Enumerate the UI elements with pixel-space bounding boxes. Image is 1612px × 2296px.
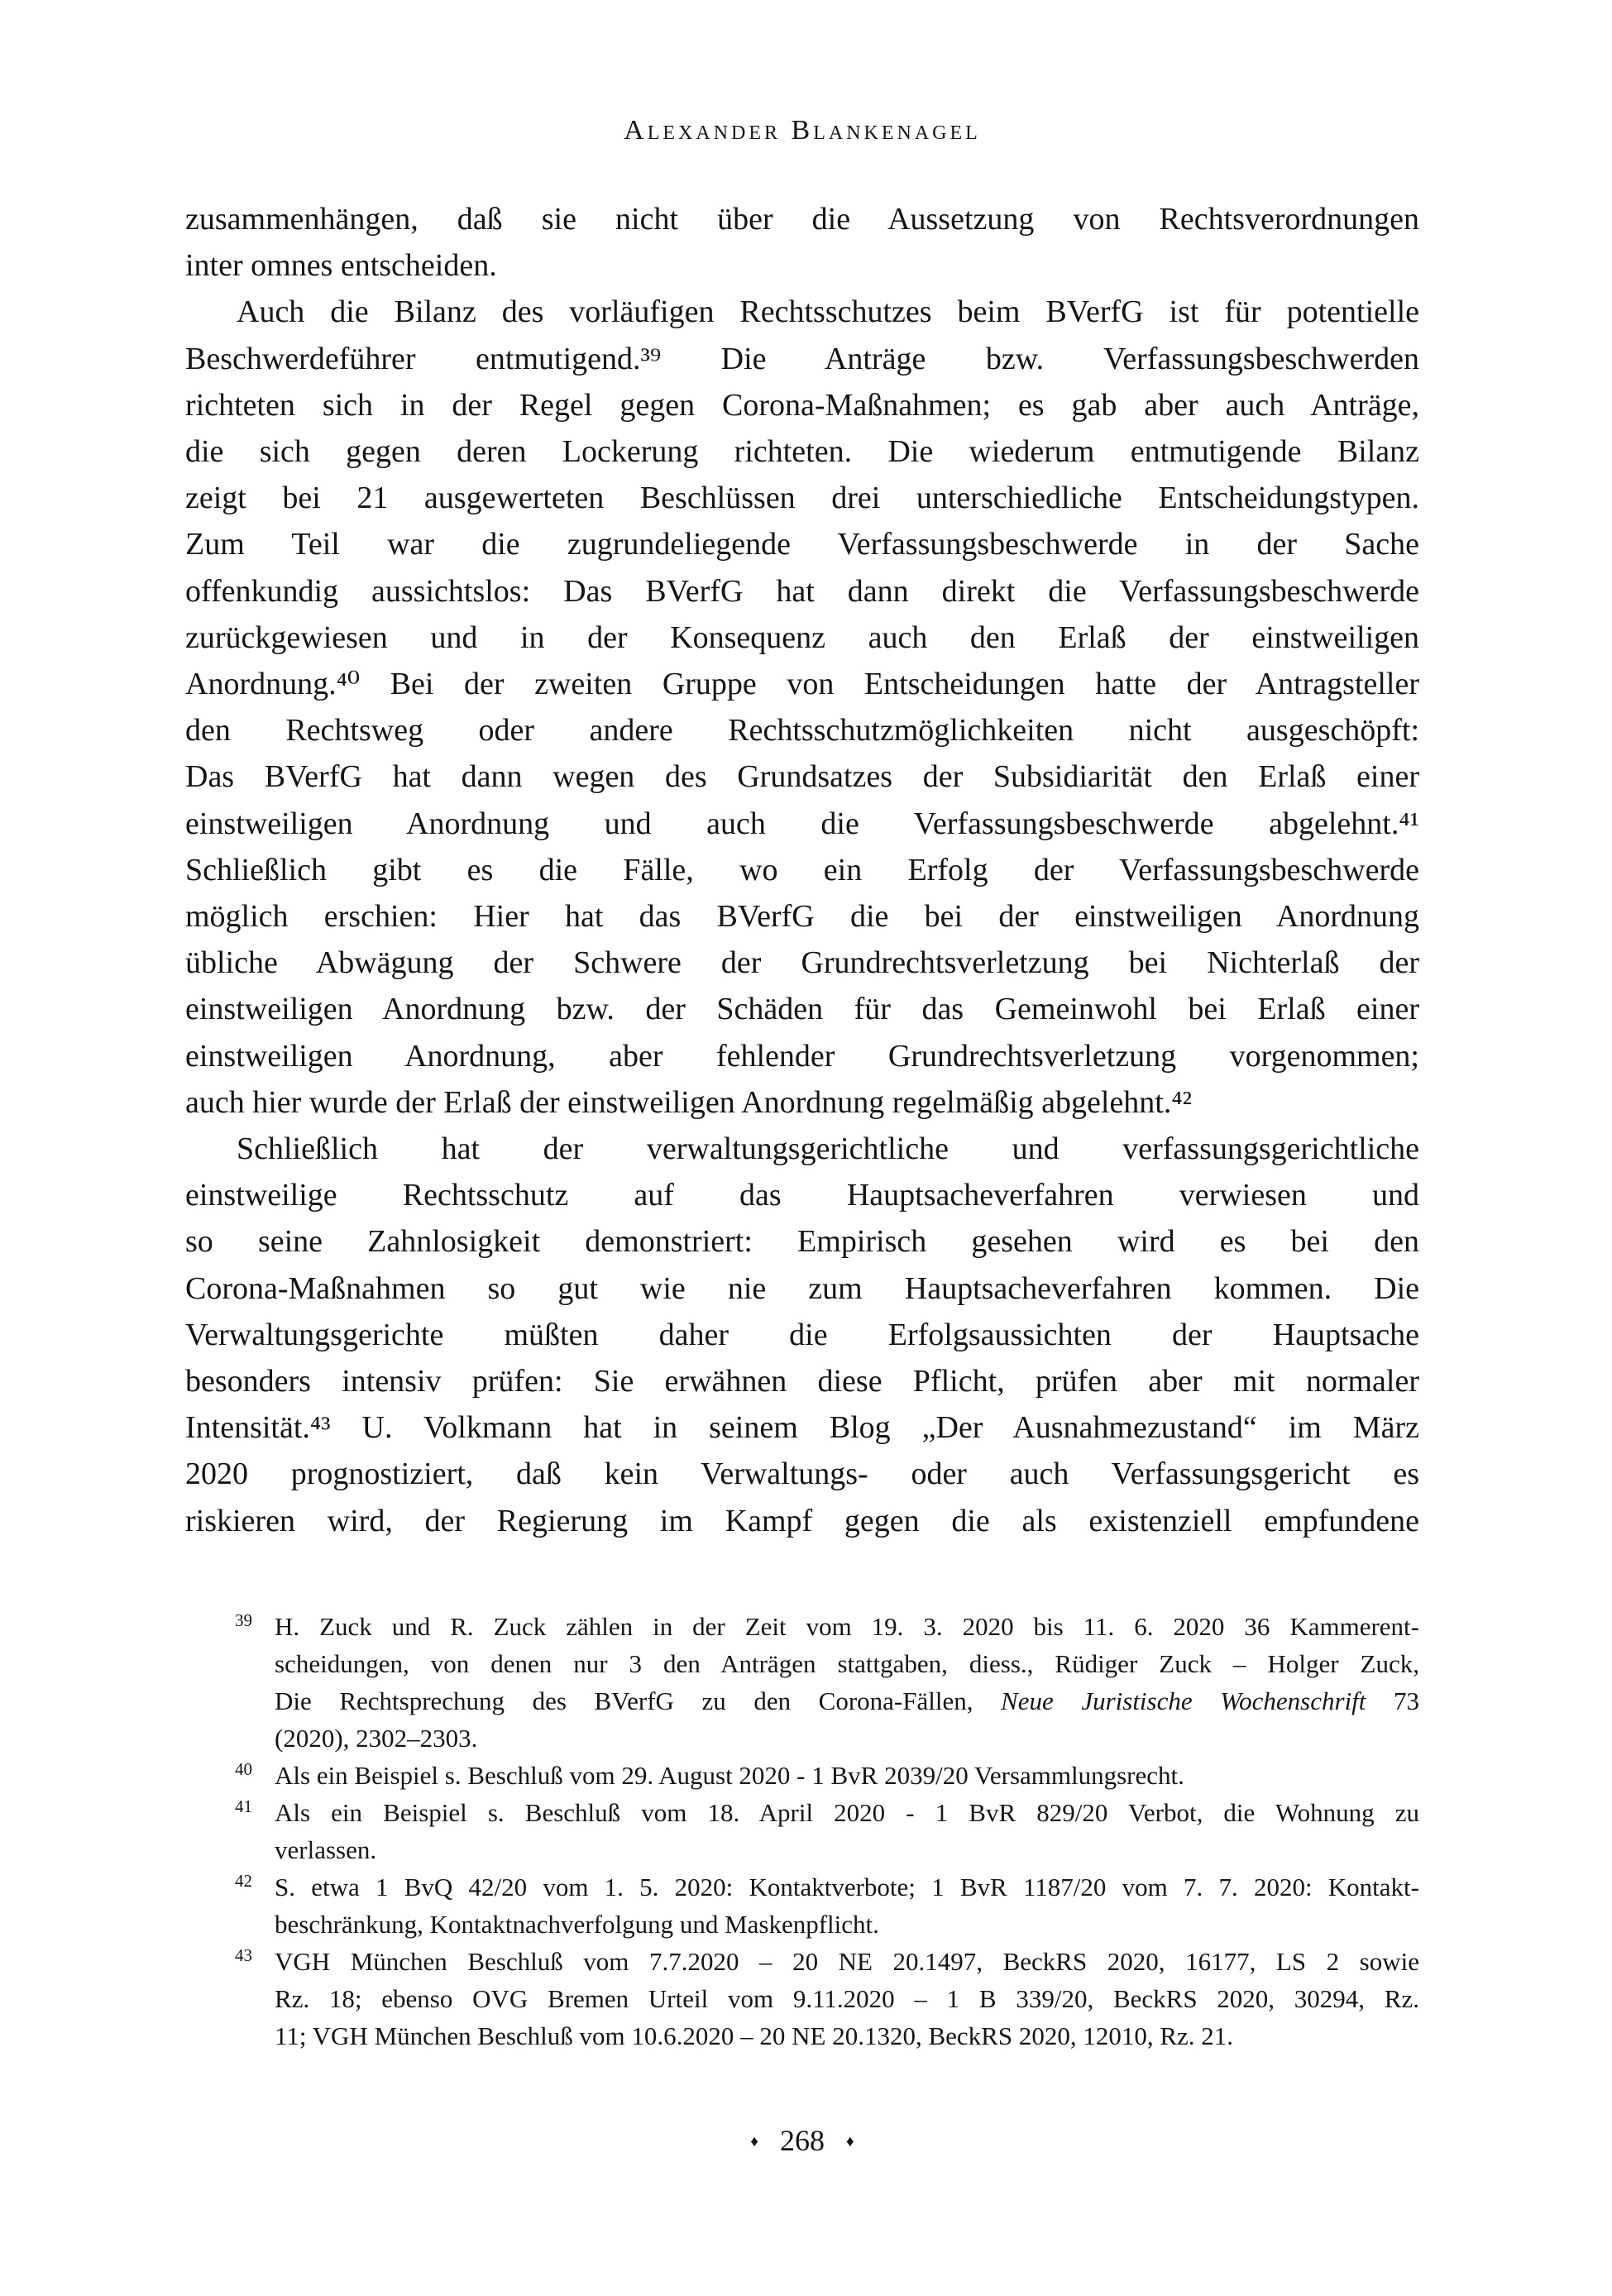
body-line: offenkundig aussichtslos: Das BVerfG hat dann direkt die Verfassungsbeschwerde <box>185 573 1419 609</box>
body-line: Das BVerfG hat dann wegen des Grundsatzes der Subsidiarität den Erlaß einer <box>185 759 1419 795</box>
footnote-line <box>275 1906 1419 1943</box>
body-line: Corona-Maßnahmen so gut wie nie zum Hauptsacheverfahren kommen. Die <box>185 1270 1419 1306</box>
footnote-text: S. etwa 1 BvQ 42/20 vom 1. 5. 2020: Kontaktverbote; 1 BvR 1187/20 vom 7. 7. 2020: Kontakt- <box>275 1873 1419 1901</box>
body-line: Schließlich gibt es die Fälle, wo ein Erfolg der Verfassungsbeschwerde <box>185 852 1419 887</box>
footnote-line <box>275 1943 1419 1980</box>
footnote <box>185 1794 1419 1868</box>
footnote-text: Als ein Beispiel s. Beschluß vom 18. April 2020 - 1 BvR 829/20 Verbot, die Wohnung zu <box>275 1798 1419 1827</box>
footnote-text: (2020), 2302–2303. <box>275 1724 478 1753</box>
body-line: auch hier wurde der Erlaß der einstweiligen Anordnung regelmäßig abgelehnt.⁴² <box>185 1084 1193 1120</box>
body-line: zusammenhängen, daß sie nicht über die Aussetzung von Rechtsverordnungen <box>185 202 1419 237</box>
footnote-line <box>275 1720 1419 1757</box>
body-line: Intensität.⁴³ U. Volkmann hat in seinem Blog „Der Ausnahmezustand“ im März <box>185 1410 1419 1446</box>
body-line: zeigt bei 21 ausgewerteten Beschlüssen drei unterschiedliche Entscheidungstypen. <box>185 481 1419 516</box>
footnote-italic-text: Neue Juristische Wochenschrift <box>1001 1686 1366 1715</box>
footnote-text: verlassen. <box>275 1835 377 1864</box>
footnotes <box>185 1608 1419 2054</box>
footnote-line <box>275 1794 1419 1831</box>
body-line: einstweilige Rechtsschutz auf das Hauptsacheverfahren verwiesen und <box>185 1178 1419 1213</box>
footnote-line <box>275 1831 1419 1868</box>
footnote-text: Als ein Beispiel s. Beschluß vom 29. August 2020 - 1 BvR 2039/20 Versammlungsrecht. <box>275 1761 1184 1790</box>
body-line: möglich erschien: Hier hat das BVerfG die bei der einstweiligen Anordnung <box>185 899 1419 935</box>
footnote-text: scheidungen, von denen nur 3 den Anträgen stattgaben, diess., Rüdiger Zuck – Holger Zuck, <box>275 1649 1419 1678</box>
footnote-number: 40 <box>235 1759 252 1779</box>
footnote <box>185 1608 1419 1757</box>
body-line: zurückgewiesen und in der Konsequenz auch den Erlaß der einstweiligen <box>185 619 1419 655</box>
footnote-number: 42 <box>235 1871 252 1891</box>
body-line: die sich gegen deren Lockerung richteten. Die wiederum entmutigende Bilanz <box>185 434 1419 470</box>
footnote-line <box>275 1645 1419 1682</box>
footnote-line <box>275 1608 1419 1645</box>
footnote <box>185 1757 1419 1794</box>
body-line: einstweiligen Anordnung bzw. der Schäden für das Gemeinwohl bei Erlaß einer <box>185 992 1419 1027</box>
footnote-line <box>275 1757 1419 1794</box>
body-line: Anordnung.⁴⁰ Bei der zweiten Gruppe von Entscheidungen hatte der Antragsteller <box>185 667 1419 702</box>
footnote-text: Die Rechtsprechung des BVerfG zu den Corona-Fällen, <box>275 1686 1002 1715</box>
page-number: 268 <box>780 2124 825 2157</box>
footnote-text: beschränkung, Kontaktnachverfolgung und Maskenpflicht. <box>275 1910 879 1939</box>
body-line: Zum Teil war die zugrundeliegende Verfassungsbeschwerde in der Sache <box>185 527 1419 562</box>
body-line: Verwaltungsgerichte müßten daher die Erfolgsaussichten der Hauptsache <box>185 1317 1419 1352</box>
footnote-text: H. Zuck und R. Zuck zählen in der Zeit vom 19. 3. 2020 bis 11. 6. 2020 36 Kammerent- <box>275 1612 1419 1641</box>
footnote-line <box>275 2017 1419 2054</box>
body-text <box>185 196 1419 1544</box>
footnote-number: 41 <box>235 1796 252 1816</box>
body-line: Schließlich hat der verwaltungsgerichtliche und verfassungsgerichtliche <box>237 1131 1419 1167</box>
body-line: so seine Zahnlosigkeit demonstriert: Empirisch gesehen wird es bei den <box>185 1224 1419 1260</box>
footnote <box>185 1868 1419 1943</box>
running-header-author: Alexander Blankenagel <box>624 115 981 146</box>
diamond-ornament: ♦ <box>846 2133 854 2150</box>
footnote-line <box>275 1868 1419 1906</box>
paragraph <box>185 1126 1419 1544</box>
footnote-line <box>275 1682 1419 1720</box>
footnote-number: 39 <box>235 1610 252 1630</box>
paragraph <box>185 289 1419 1126</box>
footnote-text: Rz. 18; ebenso OVG Bremen Urteil vom 9.11.2020 – 1 B 339/20, BeckRS 2020, 30294, Rz. <box>275 1984 1419 2013</box>
page-number-row <box>185 2123 1419 2158</box>
footnote-number: 43 <box>235 1945 252 1965</box>
footnote-text: 11; VGH München Beschluß vom 10.6.2020 – 20 NE 20.1320, BeckRS 2020, 12010, Rz. 21. <box>275 2021 1234 2050</box>
body-line: übliche Abwägung der Schwere der Grundrechtsverletzung bei Nichterlaß der <box>185 945 1419 981</box>
paragraph <box>185 196 1419 289</box>
body-line: einstweiligen Anordnung, aber fehlender Grundrechtsverletzung vorgenommen; <box>185 1038 1419 1074</box>
body-line: besonders intensiv prüfen: Sie erwähnen diese Pflicht, prüfen aber mit normaler <box>185 1364 1419 1399</box>
footnote-text: VGH München Beschluß vom 7.7.2020 – 20 NE 20.1497, BeckRS 2020, 16177, LS 2 sowie <box>275 1947 1419 1976</box>
diamond-ornament: ♦ <box>750 2133 758 2150</box>
footnote-text: 73 <box>1366 1686 1419 1715</box>
body-line: inter omnes entscheiden. <box>185 248 497 284</box>
body-line: 2020 prognostiziert, daß kein Verwaltungs- oder auch Verfassungsgericht es <box>185 1457 1419 1492</box>
body-line: einstweiligen Anordnung und auch die Verfassungsbeschwerde abgelehnt.⁴¹ <box>185 806 1419 841</box>
body-line: riskieren wird, der Regierung im Kampf gegen die als existenziell empfundene <box>185 1503 1419 1538</box>
body-line: Beschwerdeführer entmutigend.³⁹ Die Anträge bzw. Verfassungsbeschwerden <box>185 341 1419 376</box>
body-line: Auch die Bilanz des vorläufigen Rechtsschutzes beim BVerfG ist für potentielle <box>237 294 1419 330</box>
body-line: den Rechtsweg oder andere Rechtsschutzmöglichkeiten nicht ausgeschöpft: <box>185 713 1419 749</box>
footnote <box>185 1943 1419 2054</box>
body-line: richteten sich in der Regel gegen Corona-Maßnahmen; es gab aber auch Anträge, <box>185 387 1419 423</box>
footnote-line <box>275 1980 1419 2017</box>
